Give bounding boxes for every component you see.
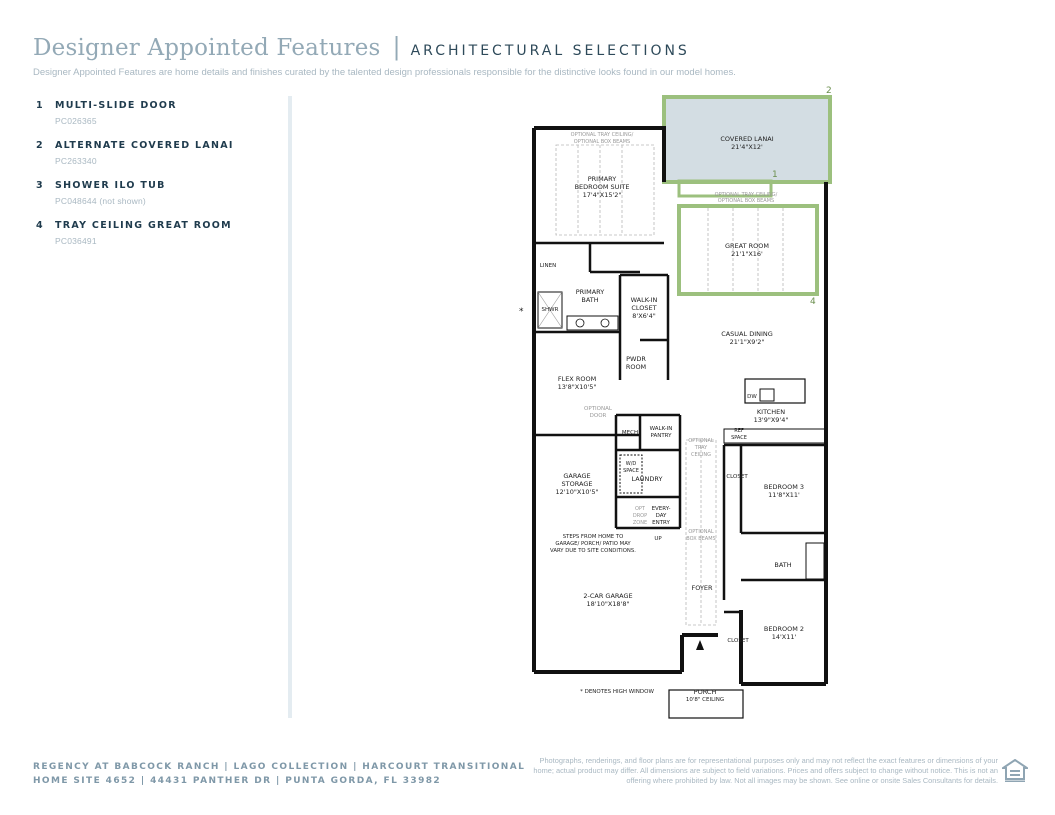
- room-label: GARAGE: [563, 472, 591, 480]
- room-label: BEDROOM 3: [763, 483, 805, 491]
- room-note: DOOR: [589, 413, 607, 419]
- sink: [601, 319, 609, 327]
- feature-list: [36, 100, 276, 260]
- room-dimension: 13'9"X9'4": [753, 416, 789, 424]
- room-label: UP: [654, 536, 662, 542]
- room-dimension: 12'10"X10'5": [555, 488, 599, 496]
- room-label: ENTRY: [652, 520, 670, 526]
- feature-item: [36, 180, 276, 206]
- feature-number: 4: [36, 220, 44, 231]
- room-label: CASUAL DINING: [721, 330, 773, 338]
- room-note: STEPS FROM HOME TO: [562, 534, 624, 540]
- feature-code: PC026365: [55, 116, 97, 126]
- room-note: TRAY: [694, 445, 708, 451]
- page-header: [33, 33, 1033, 78]
- room-label: PORCH: [693, 688, 717, 696]
- room-note: OPTIONAL TRAY CEILING/: [570, 132, 634, 138]
- feature-code: PC036491: [55, 236, 97, 246]
- room-note: GARAGE/ PORCH/ PATIO MAY: [555, 541, 631, 547]
- room-dimension: 21'4"X12': [731, 143, 763, 151]
- room-note: BOX BEAMS: [686, 536, 716, 542]
- room-label: WALK-IN: [649, 426, 673, 432]
- feature-name: TRAY CEILING GREAT ROOM: [55, 220, 232, 231]
- room-label: FLEX ROOM: [557, 375, 597, 383]
- room-note: OPT: [634, 506, 646, 512]
- community-line: REGENCY AT BABCOCK RANCH | LAGO COLLECTION | HARCOURT TRANSITIONAL: [33, 762, 526, 772]
- room-dimension: 14'X11': [771, 633, 797, 641]
- room-label: COVERED LANAI: [720, 135, 774, 143]
- room-label: W/D: [625, 461, 637, 467]
- floor-plan: [515, 85, 845, 730]
- room-label: LAUNDRY: [631, 475, 663, 483]
- room-dimension: 13'8"X10'5": [557, 383, 597, 391]
- vertical-divider: [288, 96, 292, 718]
- feature-item: [36, 220, 276, 246]
- feature-code: PC263340: [55, 156, 97, 166]
- room-label: DW: [747, 394, 757, 400]
- footer-address: [33, 760, 525, 788]
- marker-4: 4: [810, 297, 816, 307]
- room-label: PWDR: [626, 355, 646, 363]
- feature-name: SHOWER ILO TUB: [55, 180, 166, 191]
- room-label: FOYER: [691, 584, 713, 592]
- room-dimension: 11'8"X11': [768, 491, 800, 499]
- room-label: CLOSET: [726, 474, 748, 480]
- dishwasher: [760, 389, 774, 401]
- room-note: OPTIONAL: [584, 406, 612, 412]
- room-label: EVERY-: [651, 506, 671, 512]
- room-label: STORAGE: [561, 480, 593, 488]
- room-label: REF: [734, 428, 744, 434]
- room-label: MECH: [621, 430, 639, 436]
- room-label: CLOSET: [727, 638, 749, 644]
- feature-item: [36, 140, 276, 166]
- room-label: SPACE: [623, 468, 639, 474]
- section-title: ARCHITECTURAL SELECTIONS: [410, 43, 690, 59]
- marker-2: 2: [826, 86, 832, 96]
- feature-name: ALTERNATE COVERED LANAI: [55, 140, 234, 151]
- room-note: OPTIONAL: [688, 529, 714, 535]
- page-title: Designer Appointed Features: [33, 35, 381, 61]
- high-window-marker: *: [519, 307, 524, 317]
- room-label: WALK-IN: [630, 296, 658, 304]
- room-label: GREAT ROOM: [725, 242, 769, 250]
- room-dimension: 8'X6'4": [632, 312, 656, 320]
- room-label: KITCHEN: [756, 408, 786, 416]
- entry-arrow-icon: [696, 640, 704, 650]
- feature-name: MULTI-SLIDE DOOR: [55, 100, 177, 111]
- room-note: OPTIONAL TRAY CEILING/: [714, 192, 778, 198]
- room-dimension: 10'8" CEILING: [685, 697, 725, 703]
- room-note: ZONE: [632, 520, 648, 526]
- title-row: [33, 33, 1033, 61]
- room-dimension: 21'1"X16': [731, 250, 763, 258]
- room-label: BEDROOM 2: [763, 625, 805, 633]
- room-label: SHWR: [541, 307, 559, 313]
- home-site-line: HOME SITE 4652 | 44431 PANTHER DR | PUNTA GORDA, FL 33982: [33, 776, 442, 786]
- feature-code: PC048644 (not shown): [55, 196, 146, 206]
- disclaimer: Photographs, renderings, and floor plans are for representational purposes only and may not reflect the exact features or dimensions of your home; actual product may differ. All dimensions are subject to field variations. Prices and offers subject to change without notice. This is not an offering where prohibited by law. Not all images may be shown. See online or onsite Sales Consultants for details.: [533, 756, 998, 785]
- vanity: [567, 316, 618, 330]
- title-separator: |: [392, 33, 401, 61]
- equal-housing-opportunity-icon: [1002, 759, 1028, 783]
- room-note: VARY DUE TO SITE CONDITIONS.: [550, 548, 636, 554]
- page-description: Designer Appointed Features are home details and finishes curated by the talented design professionals responsible for the distinctive looks found in our model homes.: [33, 67, 736, 78]
- bathtub: [806, 543, 824, 579]
- room-note: OPTIONAL: [688, 438, 714, 444]
- feature-number: 1: [36, 100, 44, 111]
- room-note: CEILING: [691, 452, 711, 458]
- room-label: BATH: [774, 561, 792, 569]
- room-label: ROOM: [625, 363, 647, 371]
- feature-number: 2: [36, 140, 44, 151]
- room-labels: [540, 132, 804, 703]
- room-label: 2-CAR GARAGE: [583, 592, 633, 600]
- sink: [576, 319, 584, 327]
- room-label: LINEN: [539, 263, 557, 269]
- interior-walls: [534, 243, 826, 612]
- room-label: PRIMARY: [575, 288, 605, 296]
- room-note: OPTIONAL BOX BEAMS: [717, 198, 775, 204]
- room-label: PRIMARY: [587, 175, 617, 183]
- feature-item: [36, 100, 276, 126]
- room-label: CLOSET: [631, 304, 657, 312]
- room-note: DROP: [632, 513, 648, 519]
- room-label: PANTRY: [650, 433, 672, 439]
- feature-number: 3: [36, 180, 44, 191]
- room-label: SPACE: [731, 435, 747, 441]
- room-label: DAY: [655, 513, 667, 519]
- room-label: BEDROOM SUITE: [574, 183, 630, 191]
- room-label: BATH: [581, 296, 599, 304]
- high-window-note: * DENOTES HIGH WINDOW: [580, 689, 654, 695]
- room-dimension: 18'10"X18'8": [586, 600, 630, 608]
- marker-1: 1: [772, 170, 778, 180]
- floor-plan-drawing: [515, 85, 845, 725]
- room-dimension: 17'4"X15'2": [582, 191, 622, 199]
- room-note: OPTIONAL BOX BEAMS: [573, 139, 631, 145]
- room-dimension: 21'1"X9'2": [729, 338, 765, 346]
